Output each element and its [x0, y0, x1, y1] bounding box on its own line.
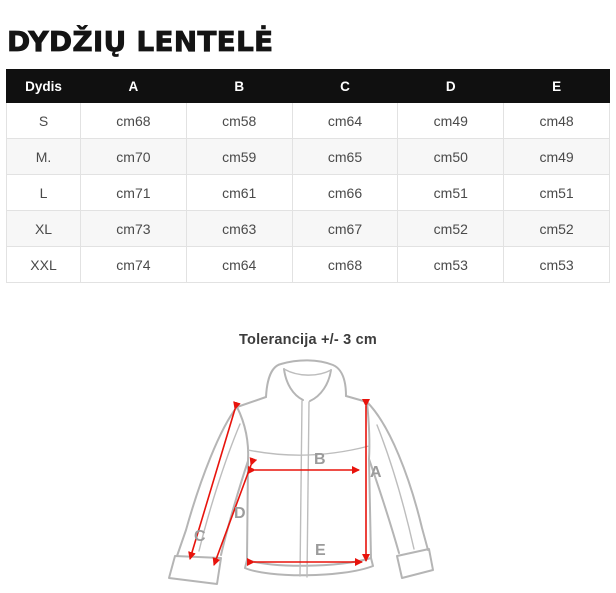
value-cell: cm67 — [292, 211, 398, 247]
value-cell: cm63 — [186, 211, 292, 247]
value-cell: cm49 — [504, 139, 610, 175]
value-cell: cm58 — [186, 103, 292, 139]
size-cell: S — [7, 103, 81, 139]
value-cell: cm66 — [292, 175, 398, 211]
value-cell: cm71 — [81, 175, 187, 211]
table-row — [7, 103, 610, 139]
size-cell: M. — [7, 139, 81, 175]
measurement-arrows — [190, 406, 366, 565]
jacket-outline — [169, 360, 433, 584]
label-b: B — [314, 451, 326, 468]
header-a: A — [81, 70, 187, 103]
table-row — [7, 247, 610, 283]
value-cell: cm64 — [292, 103, 398, 139]
label-e: E — [315, 542, 326, 559]
size-cell: XXL — [7, 247, 81, 283]
value-cell: cm68 — [81, 103, 187, 139]
header-e: E — [504, 70, 610, 103]
value-cell: cm52 — [398, 211, 504, 247]
header-c: C — [292, 70, 398, 103]
table-row — [7, 211, 610, 247]
size-cell: XL — [7, 211, 81, 247]
label-c: C — [194, 528, 206, 545]
page-title: DYDŽIŲ LENTELĖ — [7, 24, 274, 58]
value-cell: cm53 — [504, 247, 610, 283]
label-a: A — [370, 464, 382, 481]
value-cell: cm70 — [81, 139, 187, 175]
value-cell: cm73 — [81, 211, 187, 247]
table-row — [7, 175, 610, 211]
size-table — [6, 69, 610, 283]
value-cell: cm53 — [398, 247, 504, 283]
value-cell: cm51 — [398, 175, 504, 211]
value-cell: cm48 — [504, 103, 610, 139]
label-d: D — [234, 505, 246, 522]
tolerance-note: Tolerancija +/- 3 cm — [239, 332, 377, 348]
value-cell: cm49 — [398, 103, 504, 139]
jacket-measurement-diagram — [0, 352, 616, 593]
value-cell: cm74 — [81, 247, 187, 283]
value-cell: cm59 — [186, 139, 292, 175]
value-cell: cm68 — [292, 247, 398, 283]
table-row — [7, 139, 610, 175]
value-cell: cm52 — [504, 211, 610, 247]
header-dydis: Dydis — [7, 70, 81, 103]
value-cell: cm65 — [292, 139, 398, 175]
value-cell: cm61 — [186, 175, 292, 211]
value-cell: cm51 — [504, 175, 610, 211]
value-cell: cm64 — [186, 247, 292, 283]
table-header-row — [7, 70, 610, 103]
header-b: B — [186, 70, 292, 103]
size-cell: L — [7, 175, 81, 211]
header-d: D — [398, 70, 504, 103]
value-cell: cm50 — [398, 139, 504, 175]
